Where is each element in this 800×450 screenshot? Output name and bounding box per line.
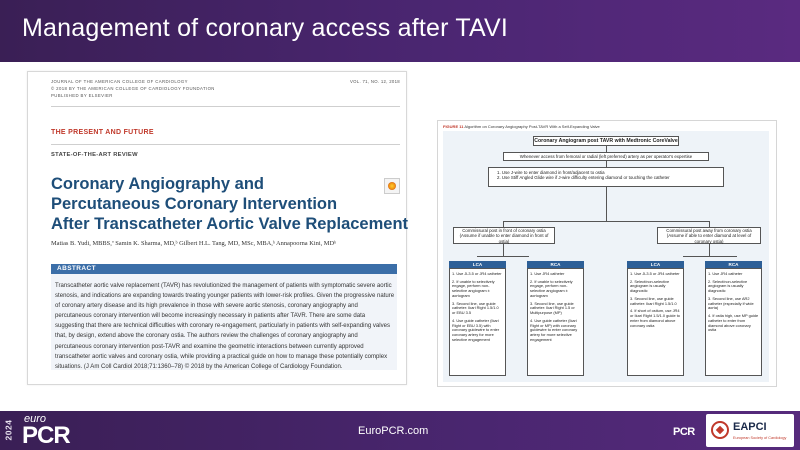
column-item: 2. Select/non-selective angiogram is usually diagnostic	[630, 278, 670, 294]
crossmark-icon	[384, 178, 400, 194]
column-rca-1	[527, 268, 584, 376]
connector	[503, 221, 709, 222]
abstract-label: ABSTRACT	[57, 265, 96, 272]
paper-image	[27, 71, 407, 385]
footer-bar	[0, 411, 800, 450]
logo-year-text: 2024	[3, 419, 14, 441]
flow-left-branch: Commissural post in front of coronary ostia (Assume if unable to enter diamond in front of ostia)	[453, 227, 555, 244]
journal-name: JOURNAL OF THE AMERICAN COLLEGE OF CARDIOLOGY	[51, 79, 188, 84]
divider	[51, 144, 400, 145]
column-item: 1. Use JR4 catheter	[708, 271, 743, 276]
column-item: 3. Second line, use AR2 catheter (especially if wide aorta)	[708, 295, 754, 311]
europcr-logo-year	[3, 415, 16, 446]
crossmark-dot	[388, 182, 396, 190]
column-item: 4. Use guide catheter (Ikari Right or EBU 3.5) with coronary guidewire to enter coronary artery for more selective engagement	[452, 317, 500, 342]
column-lca-2	[627, 268, 684, 376]
slide-title: Management of coronary access after TAVI	[22, 14, 509, 42]
title-bar	[0, 0, 800, 62]
algorithm-figure	[437, 120, 777, 387]
column-item: 1. Use JL3.5 or JR4 catheter	[452, 271, 502, 276]
paper-title	[51, 174, 411, 234]
paper-title-line-2: Percutaneous Coronary Intervention	[51, 195, 338, 213]
paper-authors: Matias B. Yudi, MBBS,ª Samin K. Sharma, MD,ᵇ Gilbert H.L. Tang, MD, MSc, MBA,ᵇ Annapoorna Kini, MDᵇ	[51, 240, 337, 247]
eapci-logo	[706, 414, 794, 447]
abstract-text: Transcatheter aortic valve replacement (TAVR) has revolutionized the management of patients with symptomatic severe aortic stenosis, and indications are expanding towards treating younger patients with lower-risk profiles. Given the progressive nature of coronary artery disease and its high prevalence in those with severe aortic stenosis, coronary angiography and percutaneous coronary intervention will become increasingly necessary in patients after TAVR. There are some data suggesting that there are technical difficulties with coronary re-engagement, particularly in patients with self-expanding valves that, by design, extend above the coronary ostia. The authors review the challenges of coronary angiography and percutaneous coronary intervention post-TAVR and examine the geometric interactions between currently approved transcatheter aortic valves and coronary ostia, while providing a practical guide on how to manage these potentially complex situations. (J Am Coll Cardiol 2018;71:1360–78) © 2018 by the American College of Cardiology Foundation.	[55, 283, 395, 370]
paper-section: THE PRESENT AND FUTURE	[51, 129, 154, 136]
paper-title-line-1: Coronary Angiography and	[51, 175, 264, 193]
figure-body	[443, 131, 769, 382]
europcr-logo-pcr: PCR	[22, 422, 70, 449]
column-header-rca-2: RCA	[705, 261, 762, 268]
column-item: 3. Second line, use guide catheter: Ikari Right 1.5 or Multipurpose (MP)	[530, 300, 575, 316]
journal-publisher: PUBLISHED BY ELSEVIER	[51, 93, 113, 98]
figure-title	[443, 124, 600, 129]
paper-title-line-3: After Transcatheter Aortic Valve Replacement	[51, 215, 409, 233]
flow-step-1: 1. Use J-wire to enter diamond in front/adjacent to ostia	[497, 170, 605, 175]
pcr-logo: PCR	[673, 426, 695, 438]
journal-copyright: © 2018 BY THE AMERICAN COLLEGE OF CARDIOLOGY FOUNDATION	[51, 86, 215, 91]
column-lca-1	[449, 268, 506, 376]
column-item: 3. Second line, use guide catheter: Ikari Right 1.5/1.0	[630, 295, 677, 306]
column-item: 4. Use guide catheter (Ikari Right or MP) with coronary guidewire to enter coronary artery for more selective engagement	[530, 317, 578, 342]
europcr-logo-euro: euro	[24, 413, 47, 425]
flow-access-box: Whenever access from femoral or radial (left preferred) artery as per operator's expertise	[503, 152, 709, 161]
eapci-subtitle: European Society of Cardiology	[733, 436, 787, 440]
connector	[503, 244, 504, 256]
column-header-lca-2: LCA	[627, 261, 684, 268]
divider	[51, 106, 400, 107]
journal-volume: VOL. 71, NO. 12, 2018	[349, 79, 400, 84]
heart-icon	[711, 421, 729, 439]
column-header-lca-1: LCA	[449, 261, 506, 268]
connector	[477, 256, 529, 257]
column-item: 2. Select/non-selective angiogram is usually diagnostic	[708, 278, 748, 294]
column-item: 2. If unable to selectively engage, perform non-selective angiogram ± aortogram	[530, 278, 573, 298]
column-item: 2. If unable to selectively engage, perform non-selective angiogram ± aortogram	[452, 278, 495, 298]
flow-step-2: 2. Use Stiff Angled Glide wire if J-wire difficulty entering diamond or touching the catheter	[497, 175, 670, 181]
column-item: 4. If short of ostium, use JR4 or Ikari Right 1.5/1.0 guide to enter from diamond above coronary ostia	[630, 308, 680, 328]
flow-right-branch: Commissural post away from coronary ostia (Assume if able to enter diamond at level of coronary ostia)	[657, 227, 761, 244]
column-item: 1. Use JL3.5 or JR4 catheter	[630, 271, 680, 276]
abstract-box	[51, 274, 397, 370]
flow-top-box: Coronary Angiogram post TAVR with Medtronic CoreValve	[534, 138, 678, 144]
column-item: 1. Use JR4 catheter	[530, 271, 565, 276]
column-rca-2	[705, 268, 762, 376]
column-item: 3. Second line, use guide catheter: Ikari Right 1.5/1.0 or EBU 3.5	[452, 300, 499, 316]
connector	[606, 187, 607, 221]
connector	[709, 244, 710, 256]
figure-caption: Algorithm on Coronary Angiography Post-TAVR With a Self-Expanding Valve	[464, 124, 600, 129]
flow-steps-box	[488, 167, 724, 187]
column-item: 4. If ostia high, use MP guide catheter to enter from diamond above coronary ostia	[708, 312, 759, 333]
column-header-rca-1: RCA	[527, 261, 584, 268]
connector	[683, 256, 737, 257]
paper-article-type: STATE-OF-THE-ART REVIEW	[51, 152, 138, 158]
eapci-name: EAPCI	[733, 421, 767, 433]
figure-label: FIGURE 11	[443, 124, 464, 129]
abstract-header	[51, 264, 397, 274]
footer-website[interactable]: EuroPCR.com	[358, 425, 429, 437]
